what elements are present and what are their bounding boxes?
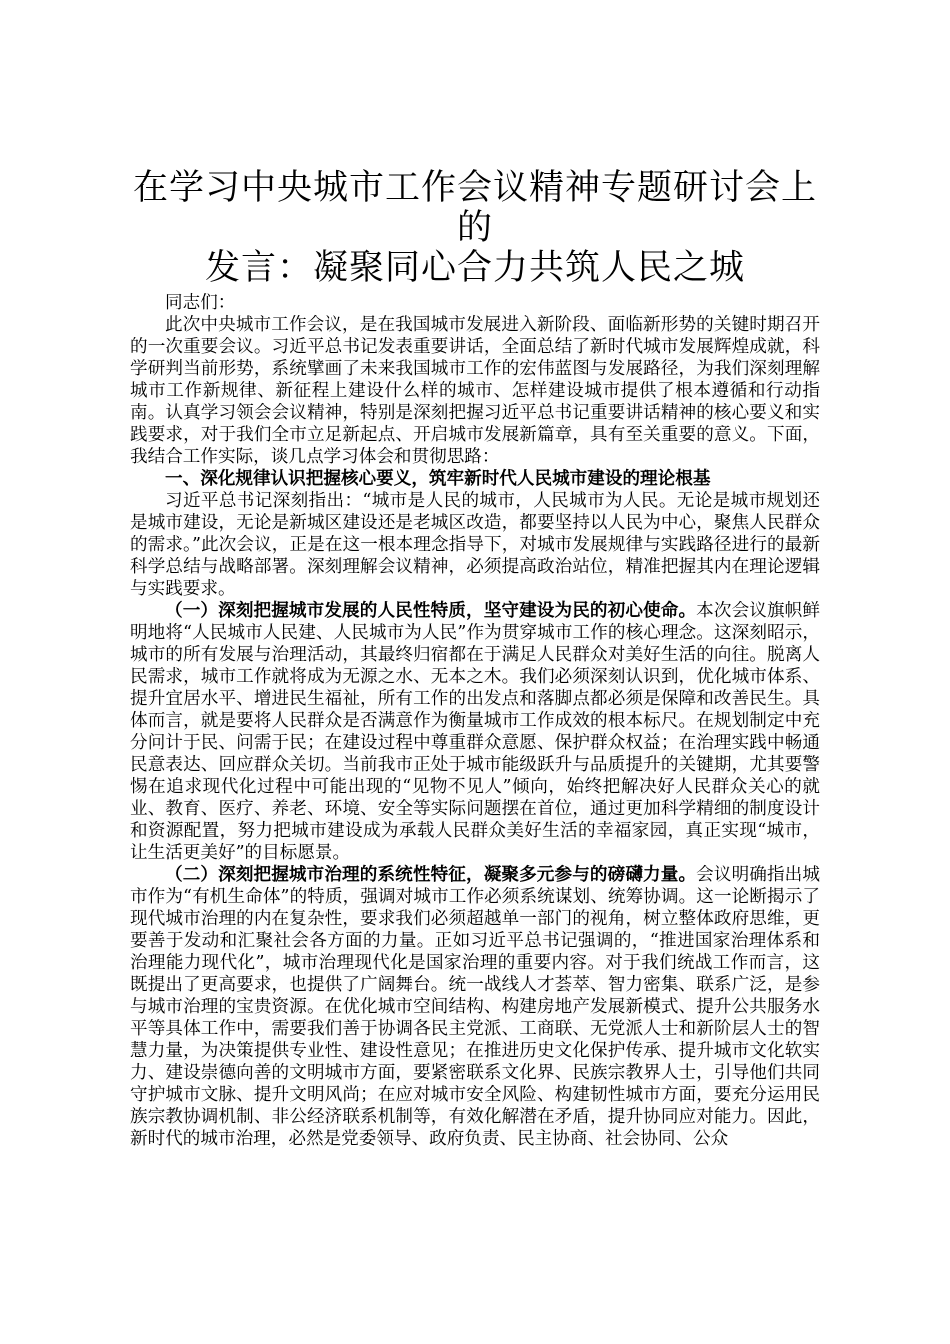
point-1-body: 本次会议旗帜鲜明地将“人民城市人民建、人民城市为人民”作为贯穿城市工作的核心理念。这深刻昭示，城市的所有发展与治理活动，其最终归宿都在于满足人民群众对美好生活的向往。脱离人民需求，城市工作就将成为无源之水、无本之木。我们必须深刻认识到，优化城市体系、提升宜居水平、增进民生福祉，所有工作的出发点和落脚点都必须是保障和改善民生。具体而言，就是要将人民群众是否满意作为衡量城市工作成效的根本标尺。在规划制定中充分问计于民、问需于民；在建设过程中尊重群众意愿、保护群众权益；在治理实践中畅通民意表达、回应群众关切。当前我市正处于城市能级跃升与品质提升的关键期，尤其要警惕在追求现代化过程中可能出现的“见物不见人”倾向，始终把解决好人民群众关心的就业、教育、医疗、养老、环境、安全等实际问题摆在首位，通过更加科学精细的制度设计和资源配置，努力把城市建设成为承载人民群众美好生活的幸福家园，真正实现“城市，让生活更美好”的目标愿景。 bbox=[130, 601, 820, 863]
point-1-lead: （一）深刻把握城市发展的人民性特质，坚守建设为民的初心使命。 bbox=[165, 600, 697, 621]
salutation: 同志们： bbox=[165, 293, 236, 313]
title-line-1: 在学习中央城市工作会议精神专题研讨会上的 bbox=[132, 168, 817, 248]
document-title bbox=[130, 168, 820, 288]
intro-paragraph: 此次中央城市工作会议，是在我国城市发展进入新阶段、面临新形势的关键时期召开的一次重要会议。习近平总书记发表重要讲话，全面总结了新时代城市发展辉煌成就，科学研判当前形势，系统擘画了未来我国城市工作的宏伟蓝图与发展路径，为我们深刻理解城市工作新规律、新征程上建设什么样的城市、怎样建设城市提供了根本遵循和行动指南。认真学习领会会议精神，特别是深刻把握习近平总书记重要讲话精神的核心要义和实践要求，对于我们全市立足新起点、开启城市发展新篇章，具有至关重要的意义。下面，我结合工作实际，谈几点学习体会和贯彻思路： bbox=[130, 315, 820, 467]
section-1-heading: 一、深化规律认识把握核心要义，筑牢新时代人民城市建设的理论根基 bbox=[165, 468, 711, 489]
point-1-paragraph bbox=[130, 600, 820, 864]
point-2-body: 会议明确指出城市作为“有机生命体”的特质，强调对城市工作必须系统谋划、统筹协调。这一论断揭示了现代城市治理的内在复杂性，要求我们必须超越单一部门的视角，树立整体政府思维，更要善于发动和汇聚社会各方面的力量。正如习近平总书记强调的，“推进国家治理体系和治理能力现代化”，城市治理现代化是国家治理的重要内容。对于我们统战工作而言，这既提出了更高要求，也提供了广阔舞台。统一战线人才荟萃、智力密集、联系广泛，是参与城市治理的宝贵资源。在优化城市空间结构、构建房地产发展新模式、提升公共服务水平等具体工作中，需要我们善于协调各民主党派、工商联、无党派人士和新阶层人士的智慧力量，为决策提供专业性、建设性意见；在推进历史文化保护传承、提升城市文化软实力、建设崇德向善的文明城市方面，要紧密联系文化界、民族宗教界人士，引导他们共同守护城市文脉、提升文明风尚；在应对城市安全风险、构建韧性城市方面，要充分运用民族宗教协调机制、非公经济联系机制等，有效化解潜在矛盾，提升协同应对能力。因此，新时代的城市治理，必然是党委领导、政府负责、民主协商、社会协同、公众 bbox=[130, 865, 820, 1149]
point-2-paragraph bbox=[130, 864, 820, 1150]
section-1-intro: 习近平总书记深刻指出：“城市是人民的城市，人民城市为人民。无论是城市规划还是城市建设，无论是新城区建设还是老城区改造，都要坚持以人民为中心，聚焦人民群众的需求。”此次会议，正是在这一根本理念指导下，对城市发展规律与实践路径进行的最新科学总结与战略部署。深刻理解会议精神，必须提高政治站位，精准把握其内在理论逻辑与实践要求。 bbox=[130, 491, 820, 599]
point-2-lead: （二）深刻把握城市治理的系统性特征，凝聚多元参与的磅礴力量。 bbox=[165, 864, 697, 885]
document-page bbox=[130, 168, 820, 1150]
title-line-2: 发言：凝聚同心合力共筑人民之城 bbox=[204, 248, 745, 288]
